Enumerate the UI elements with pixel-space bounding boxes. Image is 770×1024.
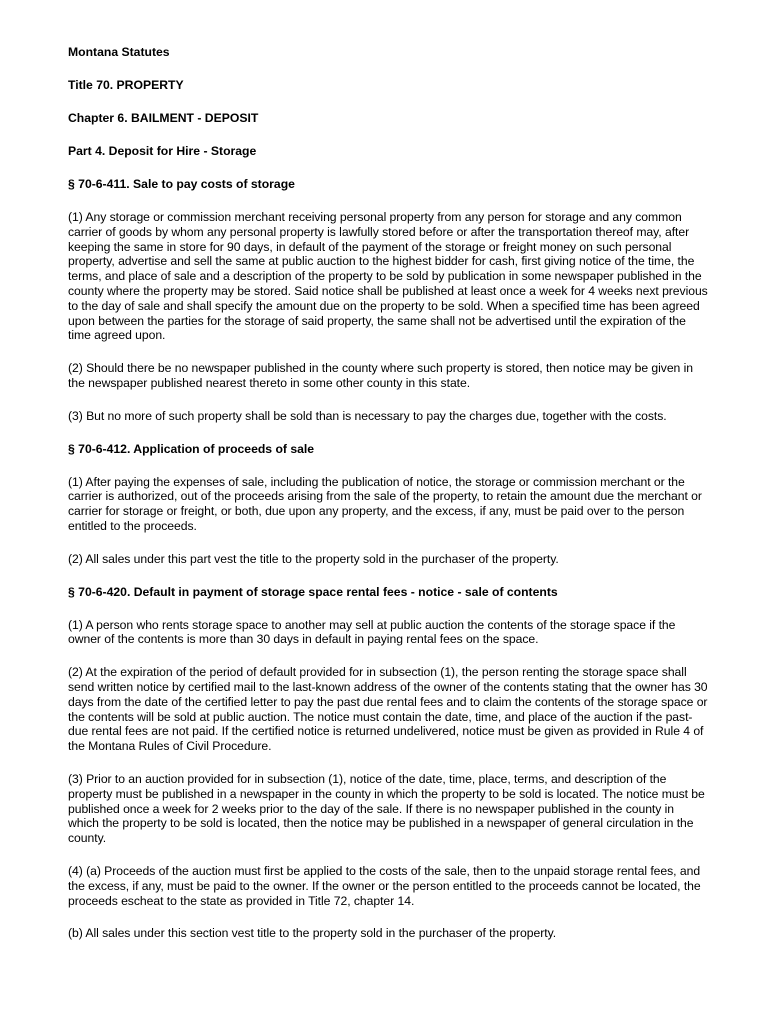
statute-document [68, 45, 708, 959]
paragraph: (1) After paying the expenses of sale, including the publication of notice, the storage or commission merchant or the carrier is authorized, out of the proceeds arising from the sale of the property, to retain the amount due the merchant or carrier for storage or freight, or both, due upon any property, and the excess, if any, must be paid over to the person entitled to the proceeds. [68, 474, 702, 533]
section-heading: § 70-6-411. Sale to pay costs of storage [68, 177, 295, 191]
section-70-6-420 [68, 585, 708, 942]
paragraph: (2) All sales under this part vest the title to the property sold in the purchaser of the property. [68, 551, 559, 566]
part-heading: Part 4. Deposit for Hire - Storage [68, 144, 257, 158]
section-70-6-412 [68, 442, 708, 567]
source-heading: Montana Statutes [68, 45, 170, 59]
section-heading: § 70-6-412. Application of proceeds of sale [68, 441, 315, 456]
paragraph: (3) But no more of such property shall be sold than is necessary to pay the charges due, together with the costs. [68, 408, 667, 423]
paragraph: (2) Should there be no newspaper published in the county where such property is stored, then notice may be given in the newspaper published nearest thereto in some other county in this state. [68, 361, 693, 390]
paragraph: (b) All sales under this section vest title to the property sold in the purchaser of the property. [68, 926, 557, 941]
section-heading: § 70-6-420. Default in payment of storage space rental fees - notice - sale of contents [68, 584, 558, 599]
chapter-heading: Chapter 6. BAILMENT - DEPOSIT [68, 111, 259, 125]
paragraph: (1) Any storage or commission merchant receiving personal property from any person for storage and any common carrier of goods by whom any personal property is lawfully stored before or after the transportation thereof may, after keeping the same in store for 90 days, in default of the payment of the storage or freight money on such personal property, advertise and sell the same at public auction to the highest bidder for cash, first giving notice of the time, the terms, and place of sale and a description of the property to be sold by publication in some newspaper published in the county where the property may be stored. Said notice shall be published at least once a week for 4 weeks next previous to the day of sale and shall specify the amount due on the property to be sold. When a specified time has been agreed upon between the parties for the storage of said property, the same shall not be advertised until the expiration of the time agreed upon. [68, 210, 708, 343]
paragraph: (1) A person who rents storage space to another may sell at public auction the contents of the storage space if the owner of the contents is more than 30 days in default in paying rental fees on the space. [68, 617, 676, 647]
paragraph: (4) (a) Proceeds of the auction must first be applied to the costs of the sale, then to the unpaid storage rental fees, and the excess, if any, must be paid to the owner. If the owner or the person entitled to the proceeds cannot be located, the proceeds escheat to the state as provided in Title 72, chapter 14. [68, 863, 701, 908]
paragraph: (2) At the expiration of the period of default provided for in subsection (1), the person renting the storage space shall send written notice by certified mail to the last-known address of the owner of the contents stating that the owner has 30 days from the date of the certified letter to pay the past due rental fees and to claim the contents of the storage space or the contents will be sold at public auction. The notice must contain the date, time, and place of the auction if the past-due rental fees are not paid. If the certified notice is returned undelivered, notice must be given as provided in Rule 4 of the Montana Rules of Civil Procedure. [68, 665, 708, 754]
title-heading: Title 70. PROPERTY [68, 78, 184, 92]
section-70-6-411 [68, 177, 708, 424]
paragraph: (3) Prior to an auction provided for in subsection (1), notice of the date, time, place, terms, and description of the property must be published in a newspaper in the county in which the property to be sold is located. The notice must be published once a week for 2 weeks prior to the day of the sale. If there is no newspaper published in the county in which the property to be sold is located, then the notice may be published in a newspaper of general circulation in the county. [68, 771, 705, 846]
